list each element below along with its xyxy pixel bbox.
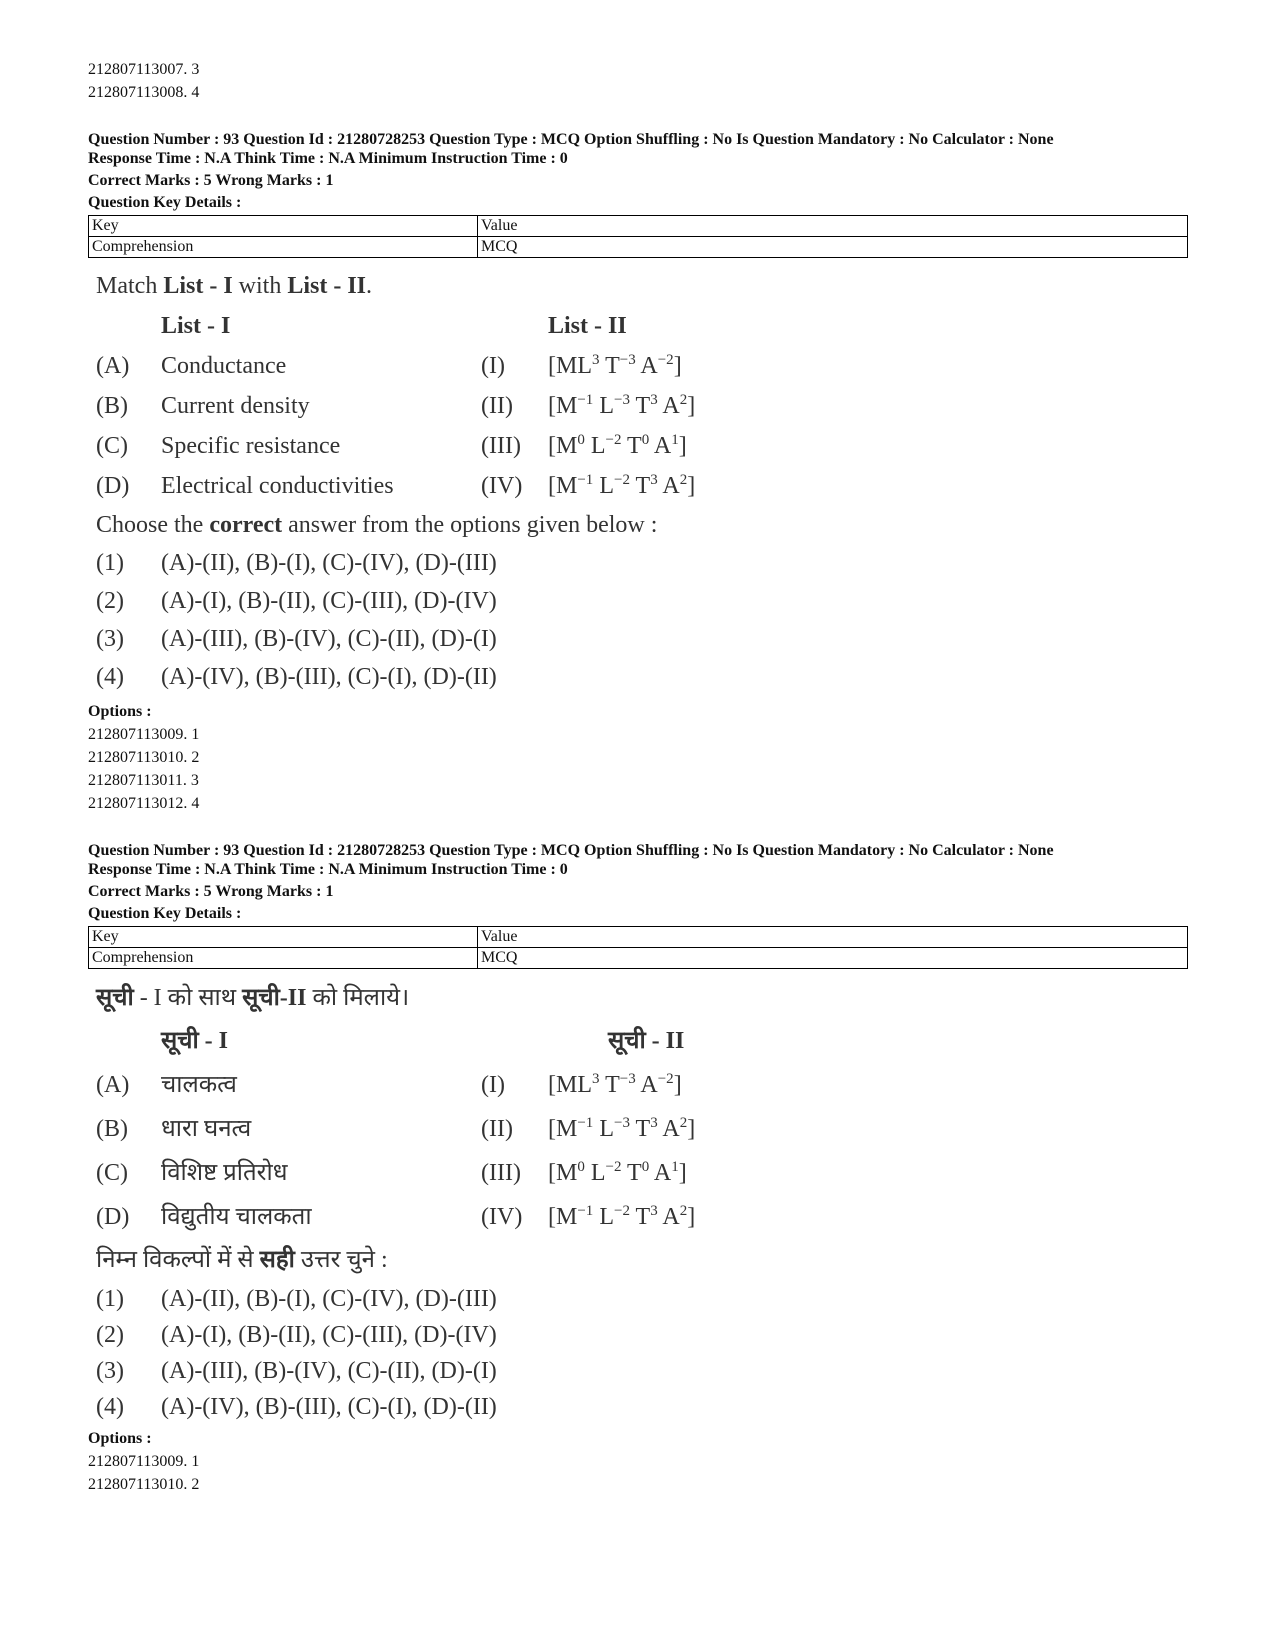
table-row (89, 948, 1188, 969)
question-block-hindi (88, 841, 1188, 1496)
formula: [$M^{-1}$ $L^{-3}$ $T^3$ $A^2$] (548, 1115, 696, 1142)
formula: [$M^{-1}$ $L^{-2}$ $T^3$ $A^2$] (548, 472, 696, 499)
table-cell-key: Comprehension (89, 237, 478, 258)
list-2-heading: सूची - II (608, 1028, 685, 1054)
key-details-table (88, 926, 1188, 969)
list-row: (B) Current density (II) [$M^{-1}$ $L^{-3}$ $T^3$ $A^2$] (96, 386, 1188, 426)
question-marks: Correct Marks : 5 Wrong Marks : 1 (88, 883, 334, 900)
question-marks: Correct Marks : 5 Wrong Marks : 1 (88, 172, 334, 189)
formula: [$ML^3$ $T^{-3}$ $A^{-2}$] (548, 1071, 682, 1098)
table-header-key: Key (89, 216, 478, 237)
list-headers (96, 1019, 1188, 1063)
option-line: 212807113009. 1 (88, 1453, 200, 1470)
option-line: 212807113012. 4 (88, 795, 200, 812)
list-row: (A) Conductance (I) [$ML^3$ $T^{-3}$ $A^{-2}$] (96, 346, 1188, 386)
list-1-heading: List - I (161, 313, 231, 339)
table-header-key: Key (89, 927, 478, 948)
answer-choice: (1) (A)-(II), (B)-(I), (C)-(IV), (D)-(III) (96, 550, 497, 576)
answer-choice: (2) (A)-(I), (B)-(II), (C)-(III), (D)-(IV) (96, 1322, 497, 1348)
list-row: (A) चालकत्व (I) [$ML^3$ $T^{-3}$ $A^{-2}$] (96, 1063, 1188, 1107)
options-label: Options : (88, 1430, 152, 1447)
list-row: (D) Electrical conductivities (IV) [$M^{-1}$ $L^{-2}$ $T^3$ $A^2$] (96, 466, 1188, 506)
options-label: Options : (88, 703, 152, 720)
answer-choice: (2) (A)-(I), (B)-(II), (C)-(III), (D)-(IV) (96, 588, 497, 614)
option-line: 212807113011. 3 (88, 772, 199, 789)
formula: [$M^0$ $L^{-2}$ $T^0$ $A^1$] (548, 1159, 687, 1186)
question-meta: Question Number : 93 Question Id : 21280728253 Question Type : MCQ Option Shuffling : No Is Question Mandatory : No Calculator : None (88, 842, 1054, 859)
answer-choice: (4) (A)-(IV), (B)-(III), (C)-(I), (D)-(II) (96, 1394, 497, 1420)
option-line: 212807113010. 2 (88, 1476, 200, 1493)
question-timing: Response Time : N.A Think Time : N.A Minimum Instruction Time : 0 (88, 861, 568, 878)
formula: [$ML^3$ $T^{-3}$ $A^{-2}$] (548, 352, 682, 379)
list-headers (96, 306, 1188, 346)
choose-instruction: Choose the correct answer from the options given below : (96, 512, 658, 538)
key-details-label: Question Key Details : (88, 905, 242, 922)
question-block-english (88, 130, 1188, 815)
list-row: (D) विद्युतीय चालकता (IV) [$M^{-1}$ $L^{-2}$ $T^3$ $A^2$] (96, 1195, 1188, 1239)
key-details-table (88, 215, 1188, 258)
table-header-row (89, 927, 1188, 948)
answer-choice: (3) (A)-(III), (B)-(IV), (C)-(II), (D)-(I) (96, 626, 497, 652)
option-line: 212807113010. 2 (88, 749, 200, 766)
formula: [$M^{-1}$ $L^{-2}$ $T^3$ $A^2$] (548, 1203, 696, 1230)
list-1-heading: सूची - I (161, 1028, 229, 1054)
answer-choice: (3) (A)-(III), (B)-(IV), (C)-(II), (D)-(I) (96, 1358, 497, 1384)
question-meta: Question Number : 93 Question Id : 21280728253 Question Type : MCQ Option Shuffling : No Is Question Mandatory : No Calculator : None (88, 131, 1054, 148)
question-timing: Response Time : N.A Think Time : N.A Minimum Instruction Time : 0 (88, 150, 568, 167)
formula: [$M^{-1}$ $L^{-3}$ $T^3$ $A^2$] (548, 392, 696, 419)
question-title: सूची - I को साथ सूची-II को मिलाये। (96, 985, 410, 1011)
choose-instruction: निम्न विकल्पों में से सही उत्तर चुने : (96, 1247, 388, 1273)
table-row (89, 237, 1188, 258)
table-header-row (89, 216, 1188, 237)
formula: [$M^0$ $L^{-2}$ $T^0$ $A^1$] (548, 432, 687, 459)
table-cell-key: Comprehension (89, 948, 478, 969)
question-title: Match List - I with List - II. (96, 273, 373, 299)
table-header-value: Value (478, 927, 1188, 948)
table-cell-value: MCQ (478, 237, 1188, 258)
option-line: 212807113008. 4 (88, 84, 200, 101)
key-details-label: Question Key Details : (88, 194, 242, 211)
question-content (88, 266, 1188, 696)
question-content (88, 977, 1188, 1425)
list-2-heading: List - II (548, 313, 627, 339)
list-row: (B) धारा घनत्व (II) [$M^{-1}$ $L^{-3}$ $T^3$ $A^2$] (96, 1107, 1188, 1151)
list-row: (C) विशिष्ट प्रतिरोध (III) [$M^0$ $L^{-2}$ $T^0$ $A^1$] (96, 1151, 1188, 1195)
option-line: 212807113009. 1 (88, 726, 200, 743)
list-row: (C) Specific resistance (III) [$M^0$ $L^{-2}$ $T^0$ $A^1$] (96, 426, 1188, 466)
table-cell-value: MCQ (478, 948, 1188, 969)
table-header-value: Value (478, 216, 1188, 237)
answer-choice: (1) (A)-(II), (B)-(I), (C)-(IV), (D)-(III) (96, 1286, 497, 1312)
previous-options (88, 58, 1188, 104)
answer-choice: (4) (A)-(IV), (B)-(III), (C)-(I), (D)-(II) (96, 664, 497, 690)
option-line: 212807113007. 3 (88, 61, 200, 78)
document-page (88, 58, 1188, 1496)
